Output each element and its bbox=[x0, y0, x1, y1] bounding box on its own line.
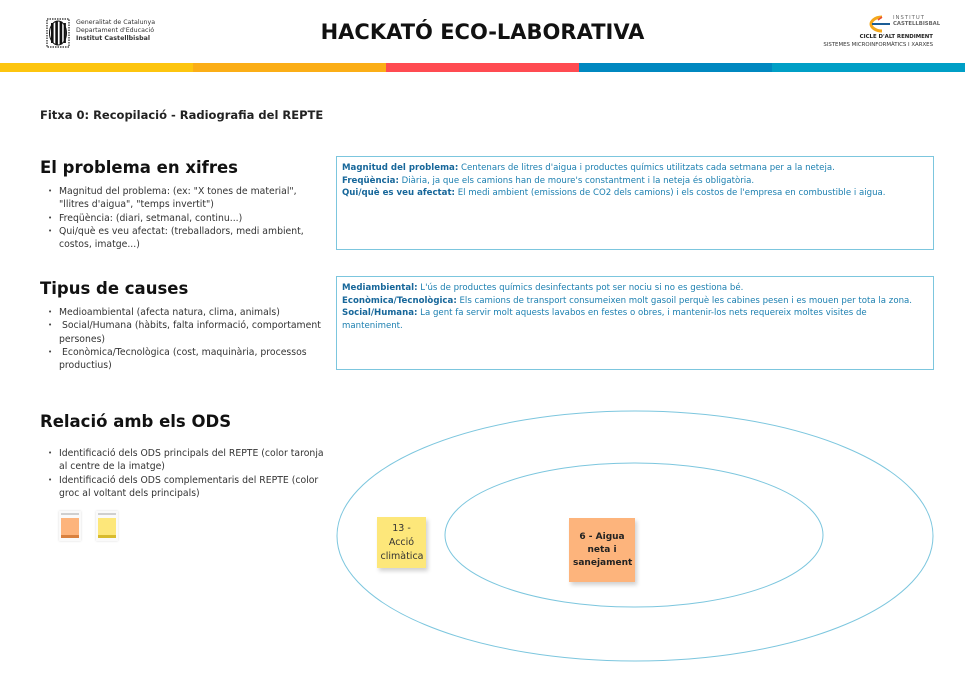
problem-answer-box[interactable] bbox=[336, 156, 934, 250]
list-item: • Qui/què es veu afectat: (treballadors, medi ambient, costos, imatge...) bbox=[40, 225, 322, 252]
answer-text: La gent fa servir molt aquests lavabos en festes o obres, i mantenir-los nets requereix moltes visites de manteniment. bbox=[342, 308, 867, 332]
color-bar-segment-4 bbox=[579, 63, 772, 72]
answer-text: Diària, ja que els camions han de moure's constantment i la neteja és obligatòria. bbox=[398, 175, 755, 186]
legend-complementary-swatch bbox=[98, 518, 116, 538]
color-bar-segment-1 bbox=[0, 63, 193, 72]
page-title: HACKATÓ ECO-LABORATIVA bbox=[320, 20, 645, 44]
swatch-shadow bbox=[61, 535, 79, 538]
answer-label: Mediambiental: bbox=[342, 283, 418, 293]
list-item: • Magnitud del problema: (ex: "X tones de material", "llitres d'aigua", "temps invertit") bbox=[40, 185, 322, 212]
problem-guidelines-list bbox=[40, 185, 322, 251]
list-item: • Social/Humana (hàbits, falta informació, comportament persones) bbox=[40, 319, 322, 346]
outer-ring bbox=[337, 411, 933, 661]
list-item: • Identificació dels ODS principals del REPTE (color taronja al centre de la imatge) bbox=[40, 447, 330, 474]
ods-guidelines-list bbox=[40, 447, 330, 500]
causes-answer-box[interactable] bbox=[336, 276, 934, 370]
generalitat-shield-icon bbox=[46, 18, 70, 48]
answer-line bbox=[342, 187, 928, 200]
institute-name-line-1: INSTITUT bbox=[893, 15, 926, 21]
swatch-shadow bbox=[98, 535, 116, 538]
list-item: • Econòmica/Tecnològica (cost, maquinària, processos productius) bbox=[40, 346, 322, 373]
sticky-note-text: 13 - Acció climàtica bbox=[380, 522, 424, 562]
sticky-note-text: 6 - Aigua neta i sanejament bbox=[573, 531, 633, 568]
answer-label: Social/Humana: bbox=[342, 308, 418, 319]
cycle-label: CICLE D'ALT RENDIMENT bbox=[859, 34, 933, 40]
answer-label: Econòmica/Tecnològica: bbox=[342, 295, 457, 306]
answer-text: L'ús de productes químics desinfectants pot ser nociu si no es gestiona bé. bbox=[417, 283, 744, 293]
institut-castellbisbal-logo-icon bbox=[868, 15, 892, 33]
worksheet-subtitle: Fitxa 0: Recopilació - Radiografia del REPTE bbox=[40, 108, 324, 122]
gencat-line-2: Departament d'Educació bbox=[76, 27, 155, 34]
color-bar-segment-3 bbox=[386, 63, 579, 72]
list-item: • Identificació dels ODS complementaris del REPTE (color groc al voltant dels principals) bbox=[40, 474, 330, 501]
list-item: • Medioambiental (afecta natura, clima, animals) bbox=[40, 306, 322, 319]
causes-guidelines-list bbox=[40, 306, 322, 372]
institute-name-line-2: CASTELLBISBAL bbox=[893, 21, 941, 27]
color-bar bbox=[0, 63, 965, 72]
color-bar-segment-5 bbox=[772, 63, 965, 72]
note-header-line bbox=[61, 513, 79, 515]
generalitat-text bbox=[76, 19, 155, 43]
answer-label: Freqüència: bbox=[342, 175, 399, 186]
sticky-note-ods-6[interactable] bbox=[569, 518, 635, 582]
section-title-causes: Tipus de causes bbox=[40, 279, 189, 298]
answer-line bbox=[342, 282, 928, 295]
gencat-line-1: Generalitat de Catalunya bbox=[76, 19, 156, 26]
section-title-problem: El problema en xifres bbox=[40, 158, 238, 177]
list-item: • Freqüència: (diari, setmanal, continu...) bbox=[40, 212, 322, 225]
answer-text: Centenars de litres d'aigua i productes químics utilitzats cada setmana per a la neteja. bbox=[458, 163, 835, 173]
legend-principal-note-icon bbox=[59, 511, 81, 541]
institute-name bbox=[893, 15, 940, 27]
note-header-line bbox=[98, 513, 116, 515]
gencat-line-3: Institut Castellbisbal bbox=[76, 35, 150, 42]
answer-text: El medi ambient (emissions de CO2 dels camions) i els costos de l'empresa en combustible i aigua. bbox=[455, 188, 886, 199]
answer-line bbox=[342, 295, 928, 308]
answer-label: Magnitud del problema: bbox=[342, 163, 459, 173]
section-title-ods: Relació amb els ODS bbox=[40, 412, 232, 431]
answer-line bbox=[342, 307, 928, 332]
sticky-note-ods-13[interactable] bbox=[377, 517, 426, 568]
legend-complementary-note-icon bbox=[96, 511, 118, 541]
answer-text: Els camions de transport consumeixen molt gasoil perquè les cabines pesen i es mouen per tota la zona. bbox=[456, 295, 913, 306]
answer-label: Qui/què es veu afectat: bbox=[342, 188, 455, 199]
legend-principal-swatch bbox=[61, 518, 79, 538]
program-label: SISTEMES MICROINFORMÀTICS I XARXES bbox=[823, 42, 933, 48]
color-bar-segment-2 bbox=[193, 63, 386, 72]
answer-line bbox=[342, 175, 928, 188]
answer-line bbox=[342, 162, 928, 175]
